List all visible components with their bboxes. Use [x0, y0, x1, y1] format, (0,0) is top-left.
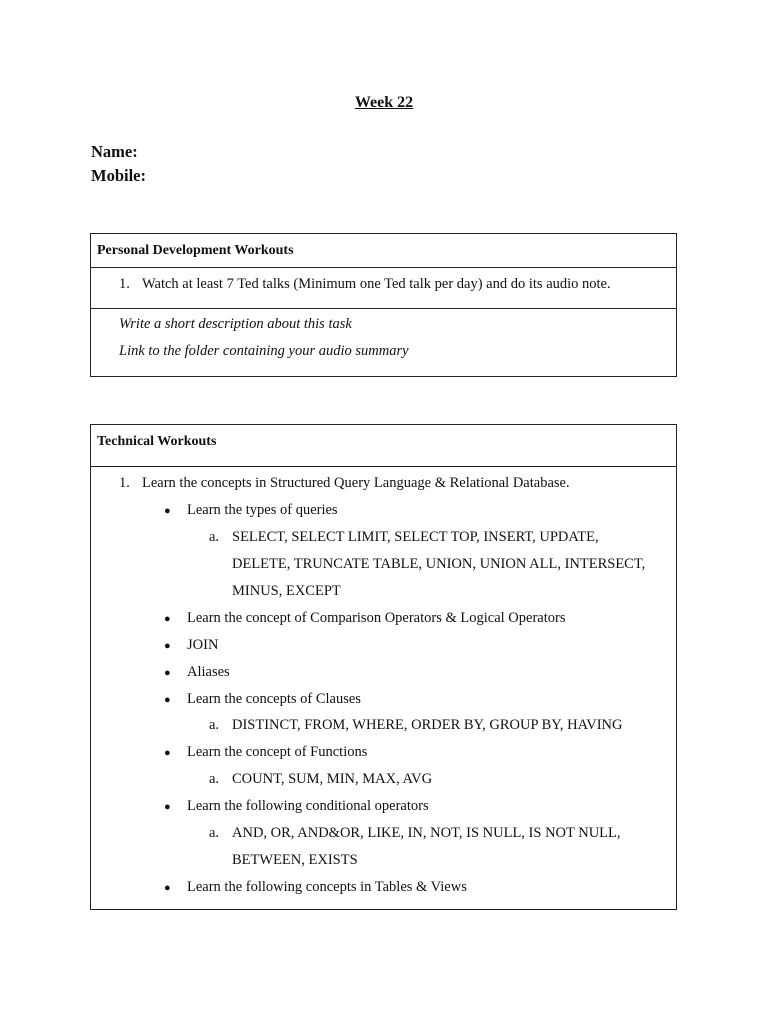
sub-item: SELECT, SELECT LIMIT, SELECT TOP, INSERT, UPDATE,: [232, 529, 599, 545]
bullet-icon: ●: [164, 747, 171, 759]
list-item: Learn the following conditional operators: [187, 798, 429, 814]
audio-summary-link-note: Link to the folder containing your audio summary: [119, 343, 409, 359]
list-number: 1.: [119, 276, 130, 292]
sub-marker: a.: [209, 717, 220, 733]
bullet-icon: ●: [164, 694, 171, 706]
sub-item: COUNT, SUM, MIN, MAX, AVG: [232, 771, 433, 787]
personal-development-heading: Personal Development Workouts: [91, 234, 676, 268]
list-item: Aliases: [187, 664, 230, 680]
sub-marker: a.: [209, 825, 220, 841]
sub-marker: a.: [209, 771, 220, 787]
bullet-icon: ●: [164, 640, 171, 652]
list-item: Learn the concept of Comparison Operators & Logical Operators: [187, 610, 566, 626]
bullet-icon: ●: [164, 801, 171, 813]
name-label: Name:: [91, 142, 138, 161]
list-item: Learn the types of queries: [187, 502, 338, 518]
list-item: Learn the concepts of Clauses: [187, 691, 361, 707]
list-item: Learn the concept of Functions: [187, 744, 368, 760]
sub-item: MINUS, EXCEPT: [232, 583, 341, 599]
list-item: Watch at least 7 Ted talks (Minimum one Ted talk per day) and do its audio note.: [142, 276, 611, 292]
personal-item-row: [91, 268, 676, 309]
technical-workouts-heading: Technical Workouts: [91, 425, 676, 467]
bullet-icon: ●: [164, 882, 171, 894]
sub-item: DELETE, TRUNCATE TABLE, UNION, UNION ALL, INTERSECT,: [232, 556, 646, 572]
sub-marker: a.: [209, 529, 220, 545]
sub-item: BETWEEN, EXISTS: [232, 852, 358, 868]
sub-item: DISTINCT, FROM, WHERE, ORDER BY, GROUP BY, HAVING: [232, 717, 623, 733]
bullet-icon: ●: [164, 613, 171, 625]
bullet-icon: ●: [164, 667, 171, 679]
mobile-label: Mobile:: [91, 166, 146, 185]
bullet-icon: ●: [164, 505, 171, 517]
list-item: JOIN: [187, 637, 219, 653]
page-title: Week 22: [354, 94, 414, 111]
list-item: Learn the concepts in Structured Query Language & Relational Database.: [142, 475, 570, 491]
personal-development-box: [90, 233, 677, 377]
list-item: Learn the following concepts in Tables & Views: [187, 879, 467, 895]
sub-item: AND, OR, AND&OR, LIKE, IN, NOT, IS NULL, IS NOT NULL,: [232, 825, 621, 841]
list-number: 1.: [119, 475, 130, 491]
technical-workouts-box: [90, 424, 677, 910]
task-description-note: Write a short description about this task: [119, 316, 352, 332]
